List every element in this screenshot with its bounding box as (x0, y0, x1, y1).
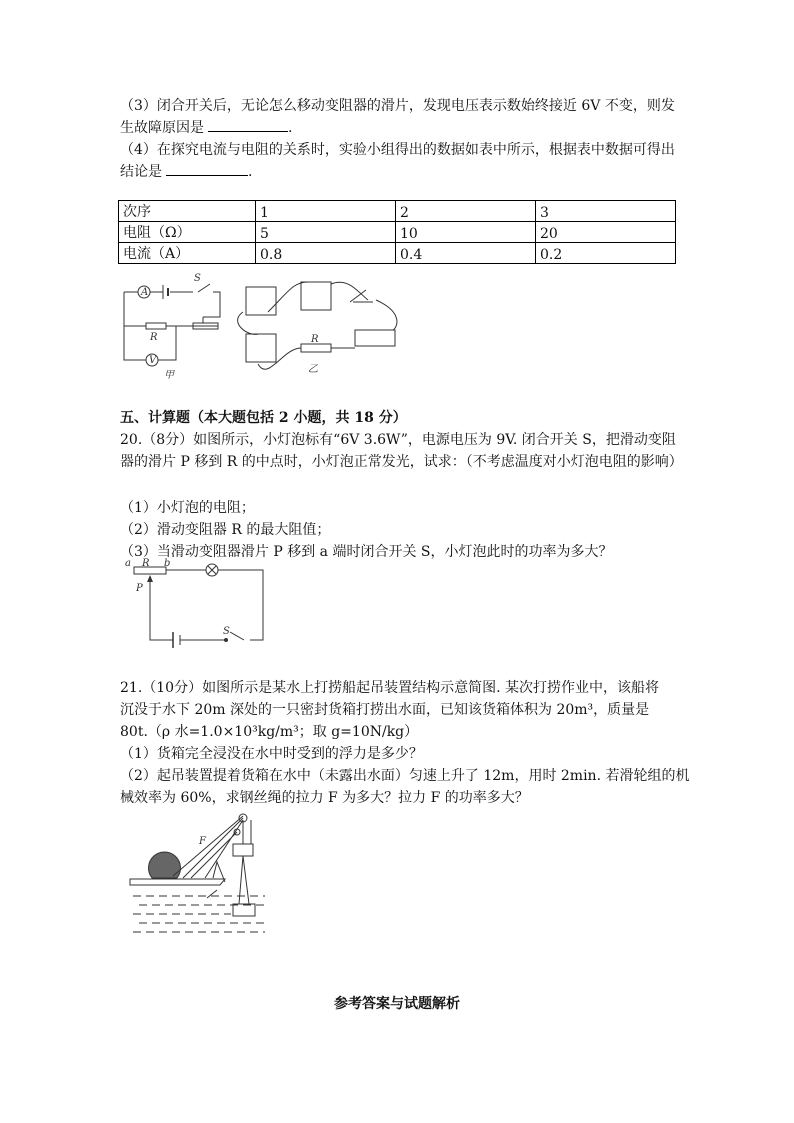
q21-sub3: 械效率为 60%，求钢丝绳的拉力 F 为多大？拉力 F 的功率多大？ (120, 790, 529, 806)
figure-b-label: 乙 (308, 364, 318, 375)
table-cell: 5 (256, 222, 396, 243)
q21-line1: 21.（10分）如图所示是某水上打捞船起吊装置结构示意简图. 某次打捞作业中，该船将 (120, 680, 659, 696)
force-label: F (199, 836, 206, 847)
q21-sub2: （2）起吊装置提着货箱在水中（未露出水面）匀速上升了 12m，用时 2min. 若滑轮组的机 (120, 768, 690, 784)
q19-line4a: （4）在探究电流与电阻的关系时，实验小组得出的数据如表中所示，根据表中数据可得出 (120, 142, 675, 158)
q19-line3b-text: 生故障原因是 (120, 120, 204, 136)
table-row (119, 201, 676, 222)
resistor-label: R (150, 332, 158, 343)
q20-line2: 器的滑片 P 移到 R 的中点时，小灯泡正常发光，试求：（不考虑温度对小灯泡电阻的影响） (120, 454, 683, 470)
q20-sub1: （1）小灯泡的电阻； (120, 500, 255, 516)
table-cell: 10 (396, 222, 536, 243)
voltmeter-label: V (149, 355, 157, 366)
answer-section-title: 参考答案与试题解析 (334, 996, 460, 1012)
section-heading: 五、计算题（本大题包括 2 小题，共 18 分） (120, 410, 407, 426)
q21-sub1: （1）货箱完全浸没在水中时受到的浮力是多少？ (120, 746, 423, 762)
ammeter-label: A (141, 287, 149, 298)
table-cell: 1 (256, 201, 396, 222)
table-cell: 次序 (119, 201, 256, 222)
table-cell: 3 (536, 201, 676, 222)
label-p: P (136, 583, 143, 594)
q20-sub3: （3）当滑动变阻器滑片 P 移到 a 端时闭合开关 S，小灯泡此时的功率为多大？ (120, 544, 613, 560)
q19-line4b-text: 结论是 (120, 164, 162, 180)
data-table (118, 200, 676, 264)
label-a: a (125, 558, 131, 569)
answer-blank (208, 117, 288, 132)
table-row (119, 243, 676, 264)
table-cell: 0.2 (536, 243, 676, 264)
q19-line3b (120, 117, 292, 139)
q20-sub2: （2）滑动变阻器 R 的最大阻值； (120, 522, 331, 538)
label-b: b (164, 558, 171, 569)
q21-line3: 80t.（ρ 水=1.0×10³kg/m³；取 g=10N/kg） (120, 724, 419, 740)
q19-line4b (120, 161, 252, 183)
label-r: R (142, 558, 150, 569)
period: . (248, 164, 253, 180)
label-s: S (223, 626, 230, 637)
q21-line2: 沉没于水下 20m 深处的一只密封货箱打捞出水面，已知该货箱体积为 20m³，质量是 (120, 702, 650, 718)
answer-blank (166, 161, 248, 176)
table-cell: 2 (396, 201, 536, 222)
table-row (119, 222, 676, 243)
figure-a-label: 甲 (164, 370, 174, 381)
q19-line3a: （3）闭合开关后，无论怎么移动变阻器的滑片，发现电压表示数始终接近 6V 不变，则发 (120, 98, 675, 114)
table-cell: 电阻（Ω） (119, 222, 256, 243)
circuit-figure-a-b (118, 272, 413, 387)
circuit-figure-q20 (118, 558, 273, 650)
table-cell: 电流（A） (119, 243, 256, 264)
table-cell: 0.8 (256, 243, 396, 264)
table-cell: 0.4 (396, 243, 536, 264)
crane-figure (125, 812, 285, 942)
switch-label: S (194, 273, 201, 284)
period: . (288, 120, 293, 136)
table-cell: 20 (536, 222, 676, 243)
q20-line1: 20.（8分）如图所示，小灯泡标有“6V 3.6W”，电源电压为 9V. 闭合开关 S，把滑动变阻 (120, 432, 676, 448)
resistor-b-label: R (311, 334, 319, 345)
